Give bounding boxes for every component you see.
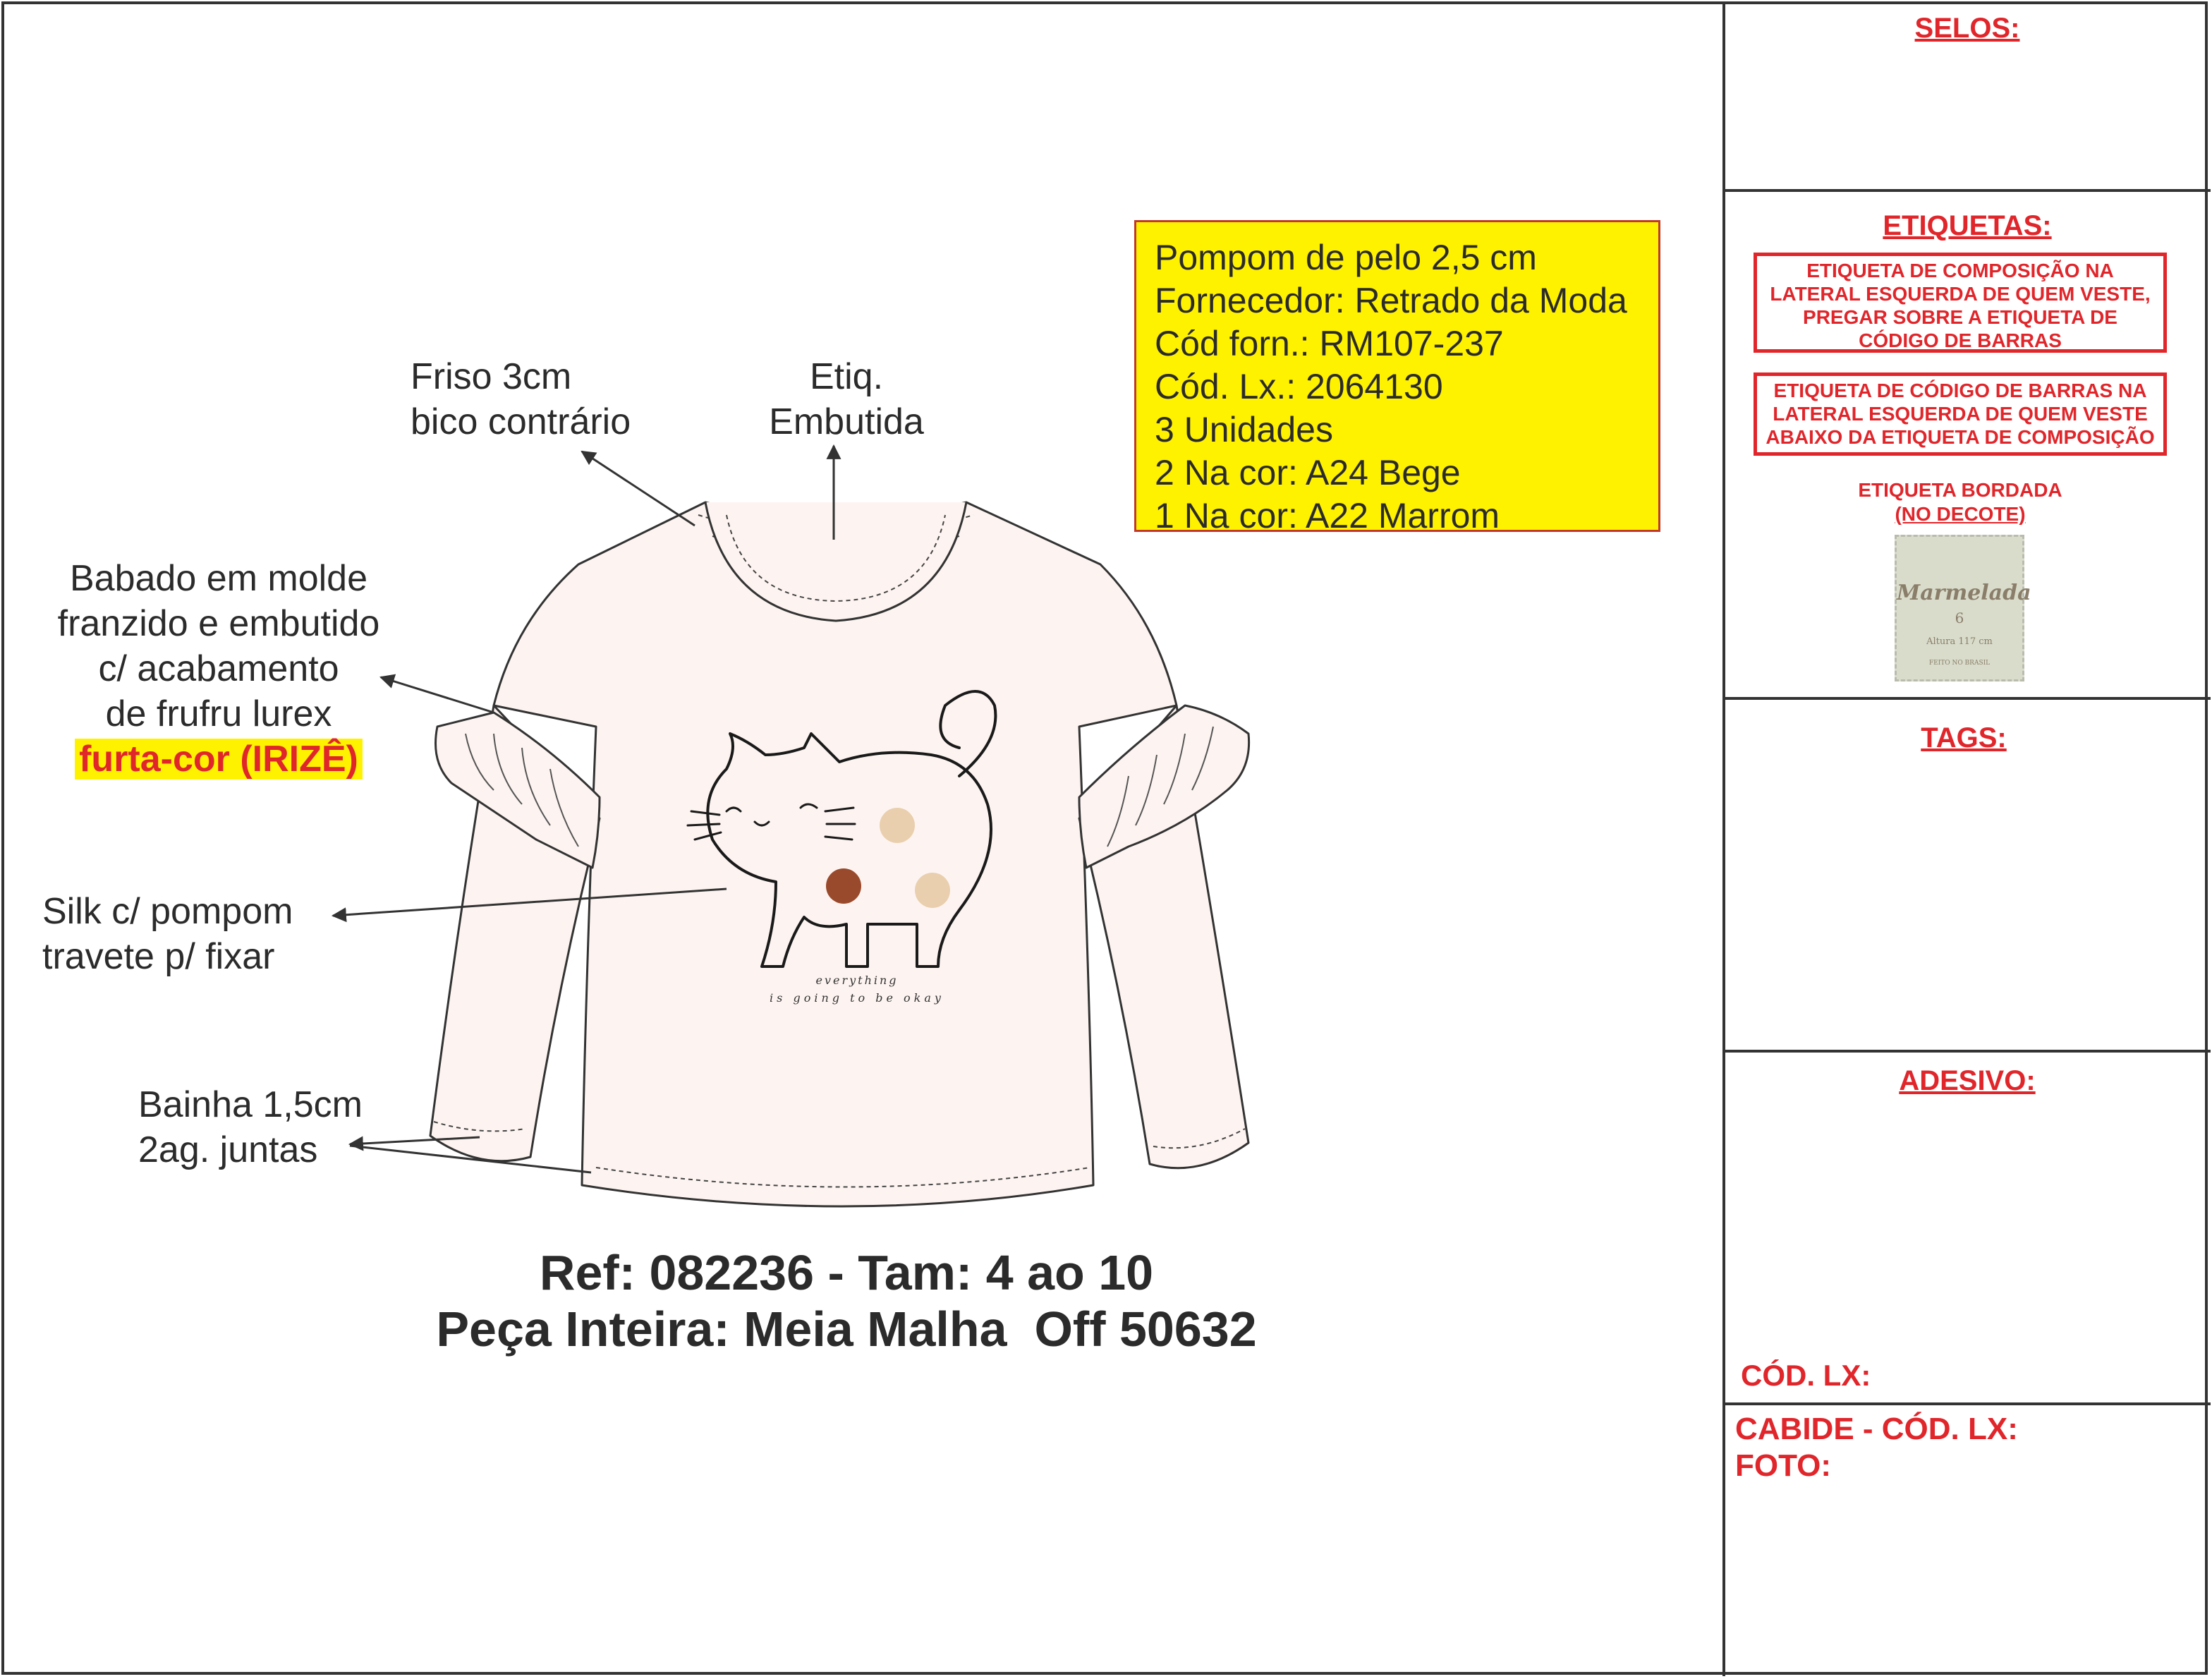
babado-line3: c/ acabamento: [98, 648, 339, 689]
section-divider: [1724, 189, 2211, 192]
neckline-note: (NO DECOTE): [1895, 503, 2026, 525]
material-line: Peça Inteira: Meia Malha Off 50632: [436, 1302, 1257, 1357]
cod-lx-label: CÓD. LX:: [1741, 1359, 1871, 1392]
photo-label: FOTO:: [1735, 1448, 1832, 1483]
bainha-note: [138, 1082, 363, 1172]
pompom-beige: [915, 873, 950, 908]
info-line: Fornecedor: Retrado da Moda: [1155, 281, 1627, 320]
tags-title: TAGS:: [1921, 722, 2007, 753]
print-text-line2: is going to be okay: [770, 991, 944, 1005]
info-line: 3 Unidades: [1155, 410, 1333, 449]
friso-arrow: [582, 451, 695, 526]
brand-label-size: 6: [1955, 610, 1964, 626]
silk-note: [42, 889, 293, 979]
pompom-brown: [826, 868, 861, 904]
friso-line1: Friso 3cm: [411, 356, 572, 397]
reference-line: Ref: 082236 - Tam: 4 ao 10: [539, 1245, 1154, 1300]
embroidered-label-title: ETIQUETA BORDADA: [1858, 479, 2062, 501]
barcode-label-note: ETIQUETA DE CÓDIGO DE BARRAS NA LATERAL ESQUERDA DE QUEM VESTE ABAIXO DA ETIQUETA DE COMPOSIÇÃO: [1754, 372, 2167, 456]
composition-label-note: ETIQUETA DE COMPOSIÇÃO NA LATERAL ESQUERDA DE QUEM VESTE, PREGAR SOBRE A ETIQUETA DE CÓDIGO DE BARRAS: [1754, 253, 2167, 353]
silk-line1: Silk c/ pompom: [42, 891, 293, 932]
hanger-code-label: CABIDE - CÓD. LX:: [1735, 1412, 2018, 1446]
etiq-line2: Embutida: [769, 401, 924, 442]
silk-line2: travete p/ fixar: [42, 936, 275, 977]
adesivo-title: ADESIVO:: [1899, 1065, 2036, 1096]
section-divider: [1724, 1050, 2211, 1053]
print-text-line1: everything: [815, 974, 899, 987]
info-line: Pompom de pelo 2,5 cm: [1155, 238, 1537, 277]
babado-line1: Babado em molde: [69, 558, 368, 599]
info-line: Cód. Lx.: 2064130: [1155, 367, 1443, 406]
section-divider: [1724, 1402, 2211, 1405]
info-line: Cód forn.: RM107-237: [1155, 324, 1504, 363]
babado-line2: franzido e embutido: [57, 603, 380, 644]
babado-line4: de frufru lurex: [105, 693, 332, 734]
panel-divider: [1722, 1, 1725, 1676]
info-line: 1 Na cor: A22 Marrom: [1155, 496, 1500, 532]
section-divider: [1724, 697, 2211, 700]
babado-highlight: furta-cor (IRIZÊ): [75, 739, 363, 780]
brand-label-height: Altura 117 cm: [1926, 636, 1993, 647]
etiquetas-title: ETIQUETAS:: [1883, 210, 2052, 241]
friso-note: [411, 354, 631, 444]
info-line: 2 Na cor: A24 Bege: [1155, 453, 1461, 492]
bainha-line1: Bainha 1,5cm: [138, 1084, 363, 1125]
pompom-beige: [880, 808, 915, 843]
bainha-line2: 2ag. juntas: [138, 1129, 318, 1170]
etiq-note: [741, 354, 952, 444]
brand-label: [1895, 535, 2031, 681]
brand-label-name: Marmelada: [1897, 581, 2031, 605]
selos-title: SELOS:: [1914, 13, 2020, 44]
etiq-line1: Etiq.: [809, 356, 884, 397]
babado-note: [28, 556, 409, 782]
friso-line2: bico contrário: [411, 401, 631, 442]
brand-label-made: FEITO NO BRASIL: [1928, 660, 1991, 667]
